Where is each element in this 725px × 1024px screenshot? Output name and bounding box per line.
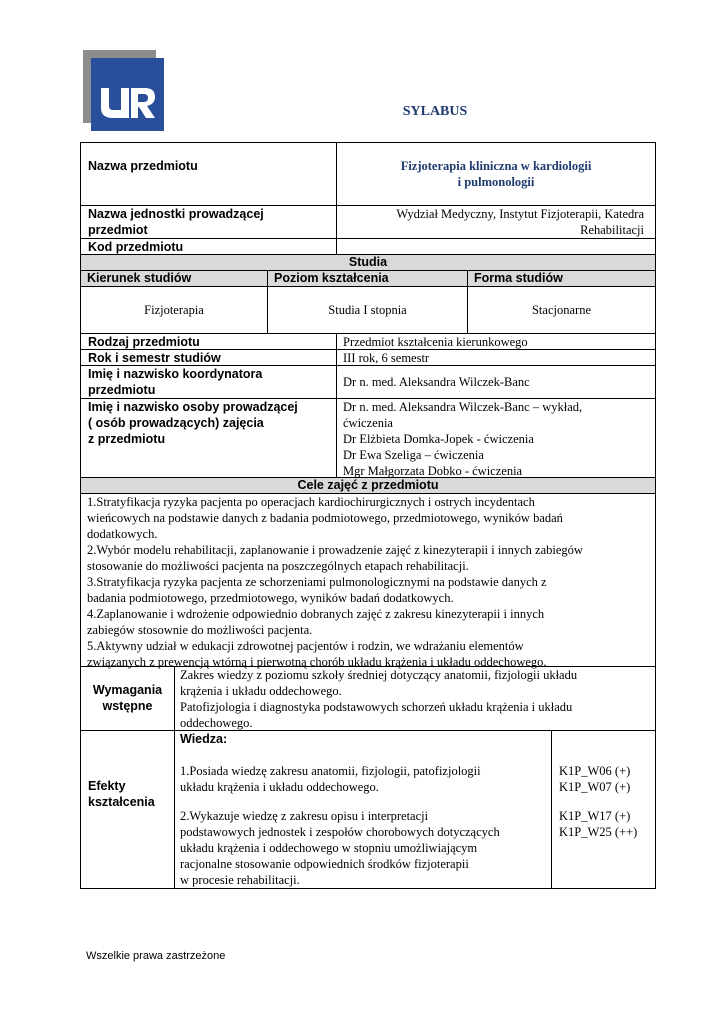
goal-line: dodatkowych. [87,527,158,541]
direction-label: Kierunek studiów [81,271,267,286]
level-label: Poziom kształcenia [268,271,467,286]
goal-line: 4.Zaplanowanie i wdrożenie odpowiednio dobranych zajęć z zakresu kinezyterapii i innych [87,607,545,621]
effect-line: podstawowych jednostek i zespołów chorobowych dotyczących [180,825,500,839]
knowledge-header: Wiedza: [180,732,228,746]
goal-line: związanych z prewencją wtórną i pierwotną chorób układu krążenia i układu oddechowego. [87,655,547,669]
goal-line: 3.Stratyfikacja ryzyka pacjenta ze schorzeniami pulmonologicznymi na podstawie danych z [87,575,547,589]
instructors-label [88,399,298,447]
prereq-label-line: wstępne [102,699,153,713]
course-name-value [337,158,655,190]
unit-label-line: przedmiot [88,223,148,237]
effect-line: w procesie rehabilitacji. [180,873,300,887]
coordinator-label [88,366,262,398]
prereq-line: oddechowego. [180,716,253,730]
studies-header: Studia [81,255,655,270]
effect-code: K1P_W25 (++) [559,825,638,839]
goals-header: Cele zajęć z przedmiotu [81,478,655,493]
unit-value-line: Wydział Medyczny, Instytut Fizjoterapii, Katedra [396,207,644,221]
effect-2-text [180,808,545,888]
unit-value [337,206,644,238]
type-value: Przedmiot kształcenia kierunkowego [343,335,528,349]
effect-2-codes [559,808,637,840]
goal-line: badania podmiotowego, przedmiotowego, wyników badań dodatkowych. [87,591,454,605]
effect-line: 1.Posiada wiedzę zakresu anatomii, fizjologii, patofizjologii [180,764,481,778]
year-value: III rok, 6 semestr [343,351,430,365]
effects-label [88,778,155,810]
goal-line: zabiegów stosownie do możliwości pacjenta. [87,623,313,637]
effect-line: układu krążenia i układu oddechowego. [180,780,379,794]
ur-logo-icon [91,58,164,131]
coordinator-label-line: przedmiotu [88,383,156,397]
course-name-line: Fizjoterapia kliniczna w kardiologii [400,159,592,173]
code-label: Kod przedmiotu [88,240,184,254]
instructor-line: Mgr Małgorzata Dobko - ćwiczenia [343,464,523,478]
prereq-line: Patofizjologia i diagnostyka podstawowych schorzeń układu krążenia i układu [180,700,573,714]
effect-line: racjonalne stosowanie odpowiednich środków fizjoterapii [180,857,469,871]
goal-line: wieńcowych na podstawie danych z badania podmiotowego, przedmiotowego, wyników badań [87,511,563,525]
effect-code: K1P_W07 (+) [559,780,631,794]
document-title: SYLABUS [402,104,468,119]
unit-label-line: Nazwa jednostki prowadzącej [88,207,264,221]
effect-line: układu krążenia i oddechowego w stopniu umożliwiającym [180,841,478,855]
type-label: Rodzaj przedmiotu [88,335,200,349]
effects-label-line: kształcenia [88,795,155,809]
prereq-line: krążenia i układu oddechowego. [180,684,342,698]
form-value: Stacjonarne [531,303,591,317]
coordinator-value: Dr n. med. Aleksandra Wilczek-Banc [343,375,530,389]
goal-line: stosowanie do możliwości pacjenta na poszczególnych etapach rehabilitacji. [87,559,469,573]
instructors-label-line: ( osób prowadzących) zajęcia [88,416,264,430]
instructor-line: Dr Ewa Szeliga – ćwiczenia [343,448,484,462]
instructor-line: Dr Elżbieta Domka-Jopek - ćwiczenia [343,432,534,446]
effect-1-text [180,763,545,795]
level-value: Studia I stopnia [328,303,407,317]
coordinator-label-line: Imię i nazwisko koordynatora [88,367,263,381]
footer-copyright: Wszelkie prawa zastrzeżone [86,950,226,962]
goals-text [87,494,649,670]
goal-line: 1.Stratyfikacja ryzyka pacjenta po operacjach kardiochirurgicznych i ostrych incydentach [87,495,535,509]
direction-value: Fizjoterapia [144,303,204,317]
goal-line: 5.Aktywny udział w edukacji zdrowotnej pacjentów i rodzin, we wdrażaniu elementów [87,639,524,653]
instructors-list [343,399,653,479]
instructor-line: ćwiczenia [343,416,393,430]
prereq-line: Zakres wiedzy z poziomu szkoły średniej dotyczący anatomii, fizjologii układu [180,668,578,682]
course-name-line: i pulmonologii [457,175,535,189]
instructors-label-line: z przedmiotu [88,432,166,446]
prereq-text [180,667,650,731]
prereq-label [81,682,174,714]
prereq-label-line: Wymagania [92,683,163,697]
effect-code: K1P_W17 (+) [559,809,631,823]
unit-value-line: Rehabilitacji [580,223,644,237]
course-name-label: Nazwa przedmiotu [88,159,198,173]
effect-line: 2.Wykazuje wiedzę z zakresu opisu i interpretacji [180,809,429,823]
instructors-label-line: Imię i nazwisko osoby prowadzącej [88,400,298,414]
effect-code: K1P_W06 (+) [559,764,631,778]
form-label: Forma studiów [468,271,655,286]
goal-line: 2.Wybór modelu rehabilitacji, zaplanowanie i prowadzenie zajęć z kinezyterapii i innych zabiegów [87,543,583,557]
year-label: Rok i semestr studiów [88,351,221,365]
effect-1-codes [559,763,630,795]
effects-label-line: Efekty [88,779,126,793]
instructor-line: Dr n. med. Aleksandra Wilczek-Banc – wykład, [343,400,583,414]
unit-label [88,206,264,238]
